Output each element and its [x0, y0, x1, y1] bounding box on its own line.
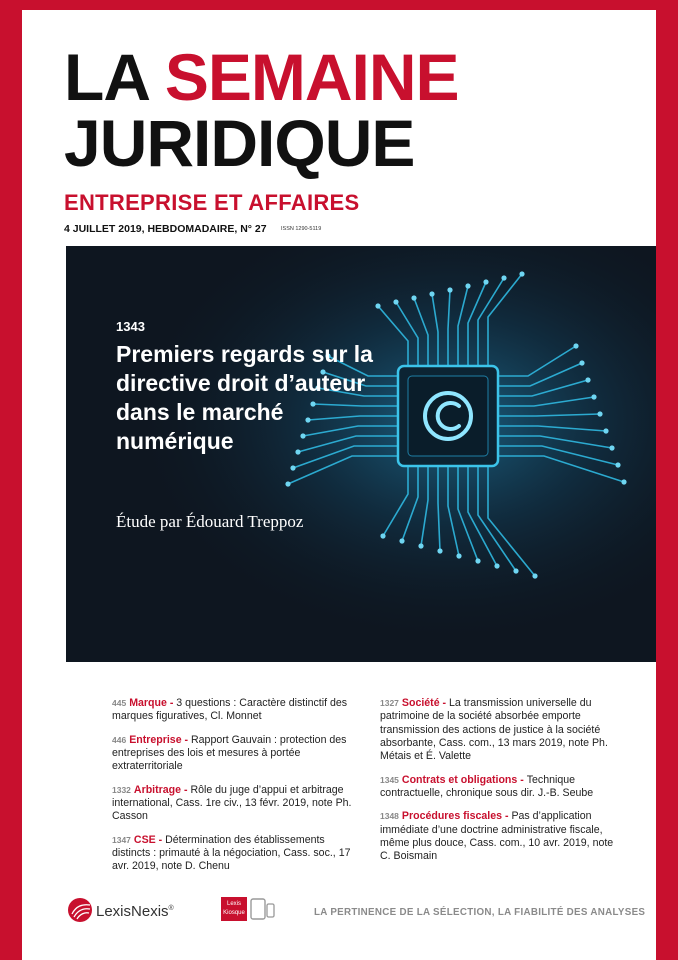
toc-entry[interactable] — [112, 784, 352, 824]
lexisnexis-wordmark[interactable] — [96, 903, 174, 920]
toc-entry-separator: - — [502, 810, 512, 823]
toc-entry-separator: - — [181, 733, 192, 746]
toc-entry-keyword: CSE — [133, 833, 156, 846]
toc-entry-separator: - — [155, 833, 166, 846]
toc-entry-keyword: Arbitrage — [133, 783, 182, 796]
toc-entry-number: 446 — [112, 734, 127, 745]
feature-title[interactable]: Premiers regards sur la directive droit d’auteur dans le marché numérique — [116, 341, 373, 454]
devices-icon — [249, 896, 275, 922]
toc-entry-separator: - — [439, 697, 450, 709]
top-red-bar — [22, 0, 656, 10]
toc-entry-text: 3 questions : Caractère distinctif des marques figuratives, Cl. Monnet — [112, 697, 348, 723]
toc-entry-number: 1348 — [380, 811, 399, 822]
toc-entry[interactable] — [380, 774, 622, 801]
toc-entry-number: 445 — [112, 698, 127, 708]
lexis-kiosque-badge[interactable] — [221, 897, 247, 921]
masthead-juridique: JURIDIQUE — [64, 106, 415, 180]
toc-entry[interactable] — [112, 734, 352, 774]
toc-entry-separator: - — [517, 773, 527, 786]
toc-entry-number: 1327 — [380, 698, 399, 708]
toc-entry-keyword: Contrats et obligations — [401, 773, 518, 786]
left-red-border — [0, 0, 22, 960]
toc-entry-keyword: Entreprise — [129, 733, 182, 746]
toc-entry-text: Rapport Gauvain : protection des entreprises des lois et mesures à portée extraterritoriale — [112, 733, 347, 773]
toc-entry-keyword: Procédures fiscales — [401, 810, 503, 823]
issue-info: 4 JUILLET 2019, HEBDOMADAIRE, N° 27 — [64, 223, 267, 235]
kiosque-line1: Lexis — [226, 901, 241, 907]
masthead-semaine: SEMAINE — [164, 40, 459, 114]
toc-entry-text: Rôle du juge d’appui et arbitrage international, Cass. 1re civ., 13 févr. 2019, note Ph. Casson — [112, 783, 352, 823]
feature-image[interactable] — [66, 246, 656, 662]
toc-entry-text: Pas d’application immédiate d’une doctrine administrative fiscale, même plus douce, Cass. com., 10 avr. 2019, note C. Boismain — [380, 810, 614, 863]
feature-author: Étude par Édouard Treppoz — [116, 512, 304, 531]
masthead-la: LA — [64, 40, 148, 114]
toc-entry-number: 1332 — [112, 784, 131, 795]
registered-mark: ® — [168, 905, 174, 912]
toc-entry-number: 1345 — [380, 774, 399, 785]
publisher-name: LexisNexis — [96, 903, 169, 920]
toc-entry-number: 1347 — [112, 834, 131, 845]
toc-entry[interactable] — [380, 810, 622, 863]
toc-entry-text: Technique contractuelle, chronique sous dir. J.-B. Seube — [380, 773, 594, 800]
lexisnexis-logo-icon — [66, 896, 96, 924]
masthead-title-line1 — [64, 40, 459, 114]
toc-entry-text: La transmission universelle du patrimoine de la société absorbée emporte transmission des actions de justice à la société absorbante, Cass. com., 13 mars 2019, note Ph. Métais et É. Valette — [380, 697, 608, 763]
toc-entry-keyword: Marque — [129, 697, 167, 709]
toc-left-column — [112, 697, 352, 884]
issn: ISSN 1290-5119 — [281, 226, 322, 232]
toc-entry[interactable] — [112, 697, 352, 724]
toc-entry-separator: - — [166, 697, 177, 709]
toc-right-column — [380, 697, 622, 874]
page-margin — [22, 662, 66, 960]
kiosque-line2: Kiosque — [223, 910, 245, 916]
toc-entry-text: Détermination des établissements distincts : primauté à la négociation, Cass. soc., 17 avr. 2019, note D. Chenu — [112, 833, 351, 873]
footer-tagline: LA PERTINENCE DE LA SÉLECTION, LA FIABILITÉ DES ANALYSES — [314, 907, 646, 918]
feature-number: 1343 — [116, 319, 145, 334]
toc-entry[interactable] — [112, 834, 352, 874]
toc-entry[interactable] — [380, 697, 622, 764]
right-red-border — [656, 0, 678, 960]
toc-entry-keyword: Société — [401, 697, 440, 709]
toc-entry-separator: - — [181, 783, 191, 796]
masthead-subtitle: ENTREPRISE ET AFFAIRES — [64, 190, 360, 215]
